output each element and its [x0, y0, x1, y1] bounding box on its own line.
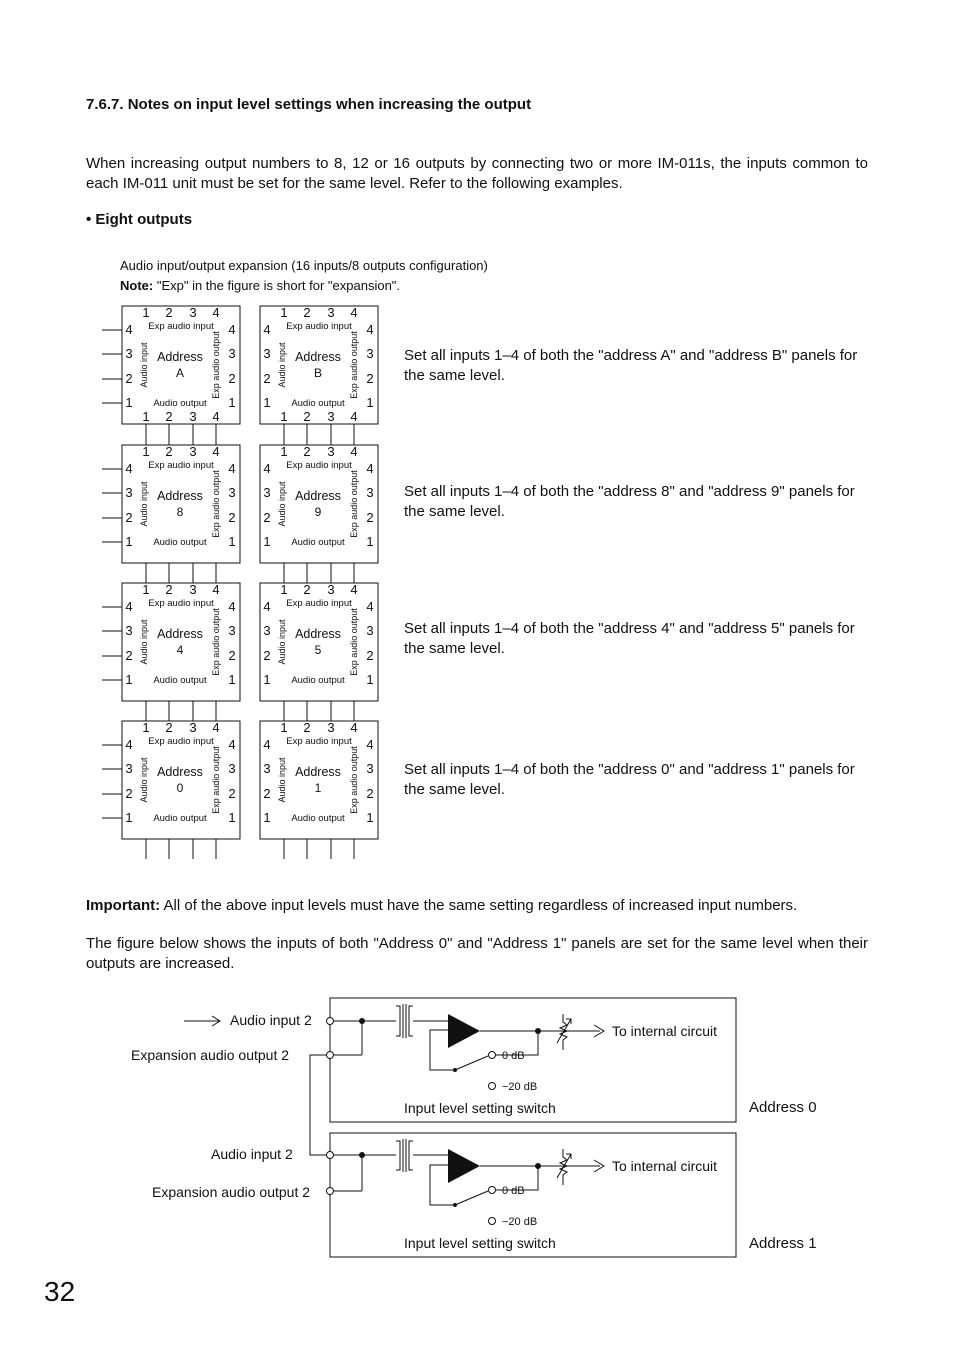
audio-output-label: Audio output	[291, 537, 345, 548]
audio-output-label: Audio output	[153, 398, 207, 409]
audio-input-label: Audio input	[277, 757, 287, 803]
port-number: 2	[228, 371, 236, 386]
exp-audio-input-label: Exp audio input	[148, 460, 214, 471]
audio-output-label: Audio output	[291, 813, 345, 824]
port-number: 4	[228, 322, 236, 337]
switch-contact-minus20db	[489, 1083, 496, 1090]
port-number: 1	[263, 810, 271, 825]
address-word: Address	[157, 765, 203, 779]
port-number: 1	[263, 395, 271, 410]
port-number: 2	[366, 371, 374, 386]
port-number: 4	[350, 444, 358, 459]
port-number: 3	[189, 444, 197, 459]
port-number: 4	[350, 582, 358, 597]
important-paragraph	[86, 896, 868, 916]
address0-circuit	[327, 1004, 605, 1090]
audio-output-label: Audio output	[153, 675, 207, 686]
port-number: 4	[366, 737, 374, 752]
address-value: A	[175, 366, 185, 380]
figure-note	[120, 278, 400, 293]
exp-audio-output-label: Exp audio output	[211, 608, 221, 676]
exp-audio-input-label: Exp audio input	[286, 598, 352, 609]
port-number: 2	[165, 720, 173, 735]
port-number: 4	[125, 737, 133, 752]
zero-db-label: 0 dB	[502, 1050, 525, 1062]
to-internal-label: To internal circuit	[612, 1023, 718, 1039]
port-number: 3	[366, 346, 374, 361]
port-number: 3	[189, 720, 197, 735]
audio-input-label: Audio input	[139, 481, 149, 527]
address-panel	[260, 444, 378, 583]
port-number: 3	[263, 761, 271, 776]
address-word: Address	[157, 489, 203, 503]
port-number: 2	[303, 305, 311, 320]
audio-input-label: Audio input	[139, 757, 149, 803]
port-number: 3	[263, 623, 271, 638]
port-number: 1	[125, 810, 133, 825]
port-number: 2	[303, 582, 311, 597]
port-number: 3	[228, 761, 236, 776]
audio-output-label: Audio output	[291, 675, 345, 686]
address-panel	[260, 582, 378, 721]
row-text: Set all inputs 1–4 of both the "address 4" and "address 5" panels for the same level.	[404, 620, 855, 657]
port-number: 1	[366, 672, 374, 687]
port-number: 4	[125, 599, 133, 614]
port-number: 4	[228, 599, 236, 614]
audio-input-label: Audio input 2	[211, 1146, 293, 1162]
minus20db-label: −20 dB	[502, 1081, 538, 1093]
expansion-output-label: Expansion audio output 2	[152, 1184, 311, 1200]
address-panel	[260, 720, 378, 859]
important-text: All of the above input levels must have the same setting regardless of increased input numbers.	[160, 897, 798, 914]
exp-audio-output-label: Exp audio output	[211, 470, 221, 538]
port-number: 2	[165, 409, 173, 424]
port-number: 1	[280, 305, 288, 320]
port-number: 2	[125, 371, 133, 386]
port-number: 1	[228, 810, 236, 825]
port-number: 1	[228, 534, 236, 549]
port-number: 2	[303, 720, 311, 735]
port-number: 3	[366, 623, 374, 638]
port-number: 2	[263, 648, 271, 663]
important-label: Important:	[86, 897, 161, 914]
port-number: 2	[303, 444, 311, 459]
port-number: 3	[366, 761, 374, 776]
port-number: 4	[263, 322, 271, 337]
figure-caption: Audio input/output expansion (16 inputs/8 outputs configuration)	[120, 258, 488, 273]
section-heading: 7.6.7. Notes on input level settings when increasing the output	[86, 96, 532, 113]
port-number: 3	[366, 485, 374, 500]
audio-output-label: Audio output	[153, 813, 207, 824]
port-number: 3	[327, 409, 335, 424]
address-panel	[102, 305, 240, 445]
port-number: 3	[189, 582, 197, 597]
variable-resistor-icon	[557, 1014, 571, 1050]
exp-audio-output-label: Exp audio output	[349, 608, 359, 676]
address-value: 5	[314, 643, 322, 657]
terminal	[327, 1018, 334, 1025]
expansion-link-wire	[310, 1055, 330, 1155]
minus20db-label: −20 dB	[502, 1216, 538, 1228]
port-number: 2	[303, 409, 311, 424]
exp-audio-input-label: Exp audio input	[286, 736, 352, 747]
address0-label: Address 0	[749, 1099, 817, 1116]
port-number: 1	[280, 409, 288, 424]
terminal	[327, 1188, 334, 1195]
port-number: 4	[350, 720, 358, 735]
port-number: 2	[228, 510, 236, 525]
port-number: 2	[263, 510, 271, 525]
port-number: 1	[142, 305, 150, 320]
audio-input-label: Audio input 2	[230, 1012, 312, 1028]
address-value: 9	[314, 505, 322, 519]
amplifier-icon	[448, 1014, 480, 1048]
port-number: 4	[350, 305, 358, 320]
exp-audio-output-label: Exp audio output	[211, 746, 221, 814]
port-number: 3	[263, 346, 271, 361]
switch-contact-minus20db	[489, 1218, 496, 1225]
eight-outputs-heading: • Eight outputs	[86, 211, 193, 228]
port-number: 4	[125, 322, 133, 337]
port-number: 3	[125, 485, 133, 500]
terminal	[327, 1052, 334, 1059]
switch-contact-0db	[489, 1052, 496, 1059]
port-number: 1	[228, 395, 236, 410]
port-number: 4	[212, 444, 220, 459]
port-number: 3	[327, 444, 335, 459]
row-text: Set all inputs 1–4 of both the "address A" and "address B" panels for the same level.	[404, 347, 858, 384]
expansion-output-label: Expansion audio output 2	[131, 1047, 290, 1063]
port-number: 4	[212, 305, 220, 320]
port-number: 2	[165, 582, 173, 597]
address-word: Address	[295, 627, 341, 641]
note-text: "Exp" in the figure is short for "expansion".	[153, 278, 401, 293]
port-number: 3	[189, 305, 197, 320]
port-number: 2	[228, 648, 236, 663]
exp-audio-output-label: Exp audio output	[349, 331, 359, 399]
audio-output-label: Audio output	[291, 398, 345, 409]
port-number: 4	[263, 737, 271, 752]
port-number: 4	[366, 461, 374, 476]
audio-input-label: Audio input	[139, 619, 149, 665]
address-panel	[102, 444, 240, 583]
port-number: 1	[142, 444, 150, 459]
switch-label: Input level setting switch	[404, 1100, 556, 1116]
port-number: 2	[165, 444, 173, 459]
transformer-icon	[396, 1004, 413, 1038]
zero-db-label: 0 dB	[502, 1185, 525, 1197]
amplifier-icon	[448, 1149, 480, 1183]
port-number: 4	[366, 322, 374, 337]
port-number: 2	[165, 305, 173, 320]
port-number: 3	[327, 305, 335, 320]
port-number: 3	[228, 623, 236, 638]
address1-circuit	[327, 1139, 605, 1225]
address-word: Address	[295, 765, 341, 779]
address-panel	[102, 720, 240, 859]
exp-audio-input-label: Exp audio input	[286, 460, 352, 471]
port-number: 4	[212, 582, 220, 597]
port-number: 4	[263, 599, 271, 614]
port-number: 1	[125, 672, 133, 687]
port-number: 3	[228, 346, 236, 361]
address-value: B	[313, 366, 323, 380]
port-number: 1	[142, 582, 150, 597]
switch-contact-0db	[489, 1187, 496, 1194]
row-text: Set all inputs 1–4 of both the "address 8" and "address 9" panels for the same level.	[404, 483, 855, 520]
port-number: 1	[142, 720, 150, 735]
port-number: 3	[125, 623, 133, 638]
note-label: Note:	[120, 278, 154, 293]
port-number: 4	[263, 461, 271, 476]
exp-audio-input-label: Exp audio input	[148, 736, 214, 747]
address-panel	[260, 305, 378, 445]
port-number: 1	[228, 672, 236, 687]
port-number: 2	[366, 510, 374, 525]
circuit-diagram	[0, 985, 954, 1275]
exp-audio-output-label: Exp audio output	[349, 470, 359, 538]
port-number: 1	[280, 582, 288, 597]
address-word: Address	[157, 350, 203, 364]
port-number: 2	[125, 786, 133, 801]
port-number: 1	[366, 534, 374, 549]
port-number: 2	[228, 786, 236, 801]
audio-input-label: Audio input	[277, 619, 287, 665]
audio-input-label: Audio input	[277, 342, 287, 388]
port-number: 4	[228, 461, 236, 476]
port-number: 3	[228, 485, 236, 500]
port-number: 2	[366, 648, 374, 663]
port-number: 1	[280, 444, 288, 459]
address-value: 4	[176, 643, 184, 657]
expansion-panels-diagram	[90, 298, 390, 868]
address-word: Address	[295, 350, 341, 364]
address-panel	[102, 582, 240, 721]
port-number: 1	[263, 672, 271, 687]
port-number: 1	[280, 720, 288, 735]
port-number: 1	[263, 534, 271, 549]
exp-audio-input-label: Exp audio input	[148, 321, 214, 332]
audio-output-label: Audio output	[153, 537, 207, 548]
port-number: 3	[125, 761, 133, 776]
page-number: 32	[44, 1276, 76, 1307]
input-arrow-icon	[184, 1016, 220, 1026]
address-value: 0	[176, 781, 184, 795]
switch-label: Input level setting switch	[404, 1235, 556, 1251]
exp-audio-output-label: Exp audio output	[211, 331, 221, 399]
port-number: 3	[263, 485, 271, 500]
port-number: 1	[366, 395, 374, 410]
terminal	[327, 1152, 334, 1159]
port-number: 1	[125, 534, 133, 549]
row-text: Set all inputs 1–4 of both the "address 0" and "address 1" panels for the same level.	[404, 761, 855, 798]
address-value: 1	[314, 781, 322, 795]
port-number: 2	[263, 371, 271, 386]
port-number: 2	[366, 786, 374, 801]
to-internal-label: To internal circuit	[612, 1158, 718, 1174]
exp-audio-input-label: Exp audio input	[286, 321, 352, 332]
exp-audio-input-label: Exp audio input	[148, 598, 214, 609]
port-number: 2	[263, 786, 271, 801]
address-value: 8	[176, 505, 184, 519]
port-number: 1	[142, 409, 150, 424]
transformer-icon	[396, 1139, 413, 1172]
port-number: 4	[125, 461, 133, 476]
port-number: 1	[125, 395, 133, 410]
variable-resistor-icon	[557, 1149, 571, 1185]
address1-label: Address 1	[749, 1235, 817, 1252]
port-number: 2	[125, 510, 133, 525]
intro-paragraph: When increasing output numbers to 8, 12 or 16 outputs by connecting two or more IM-011s, the inputs common to each IM-011 unit must be set for the same level. Refer to the following examples.	[86, 155, 868, 192]
address-word: Address	[157, 627, 203, 641]
port-number: 4	[350, 409, 358, 424]
port-number: 3	[125, 346, 133, 361]
port-number: 4	[212, 409, 220, 424]
port-number: 3	[189, 409, 197, 424]
port-number: 4	[212, 720, 220, 735]
port-number: 3	[327, 582, 335, 597]
port-number: 2	[125, 648, 133, 663]
port-number: 3	[327, 720, 335, 735]
figure2-paragraph: The figure below shows the inputs of both "Address 0" and "Address 1" panels are set for the same level when their outputs are increased.	[86, 935, 868, 972]
port-number: 4	[366, 599, 374, 614]
audio-input-label: Audio input	[139, 342, 149, 388]
port-number: 4	[228, 737, 236, 752]
address-word: Address	[295, 489, 341, 503]
audio-input-label: Audio input	[277, 481, 287, 527]
exp-audio-output-label: Exp audio output	[349, 746, 359, 814]
port-number: 1	[366, 810, 374, 825]
